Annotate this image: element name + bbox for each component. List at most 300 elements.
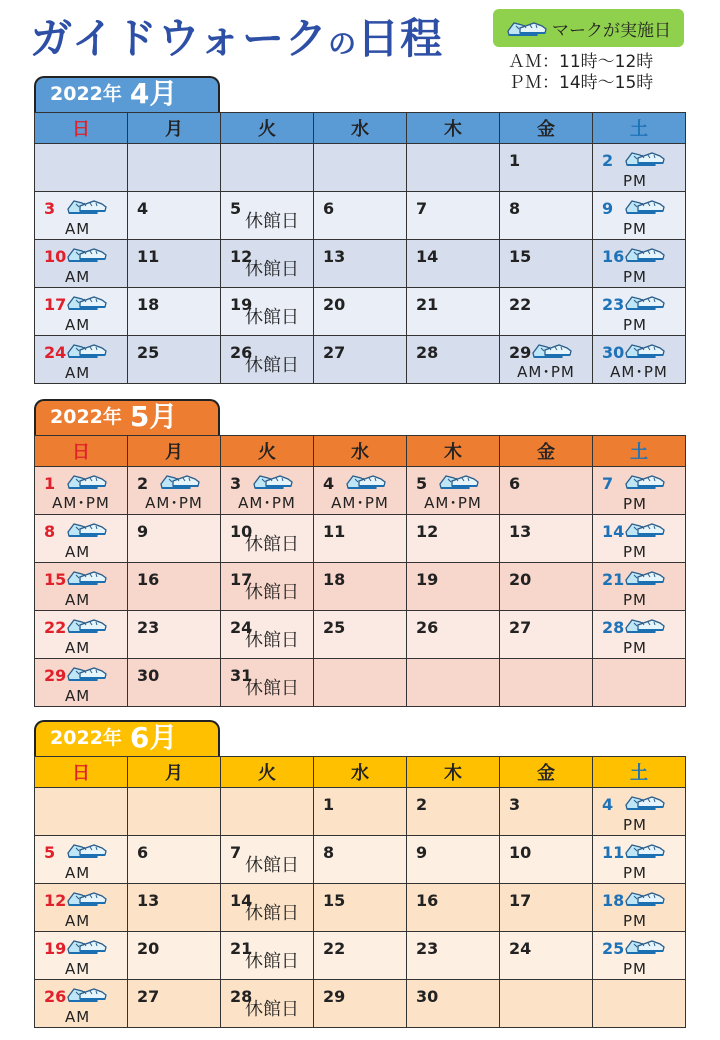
shoe-icon xyxy=(66,566,108,588)
weekday-header: 木 xyxy=(407,757,500,788)
day-number: 15 xyxy=(323,891,346,910)
month-label: 5月 xyxy=(129,400,178,433)
week-row xyxy=(35,144,686,192)
day-number: 25 xyxy=(137,343,160,362)
day-cell xyxy=(407,336,500,384)
day-number: 1 xyxy=(44,474,56,493)
walk-time: AM･PM xyxy=(610,363,668,381)
day-cell xyxy=(407,288,500,336)
week-row xyxy=(35,836,686,884)
shoe-icon xyxy=(66,339,108,361)
day-number: 27 xyxy=(509,618,532,637)
day-number: 3 xyxy=(509,795,521,814)
walk-time: PM xyxy=(623,316,647,334)
day-number: 25 xyxy=(602,939,625,958)
day-number: 19 xyxy=(230,295,253,314)
walk-time: AM xyxy=(65,687,91,705)
shoe-icon xyxy=(506,17,548,39)
day-number: 19 xyxy=(44,939,67,958)
day-cell xyxy=(221,467,314,515)
day-cell xyxy=(35,788,128,836)
week-row xyxy=(35,288,686,336)
week-row xyxy=(35,788,686,836)
day-cell xyxy=(593,932,686,980)
weekday-header: 土 xyxy=(593,757,686,788)
day-number: 25 xyxy=(323,618,346,637)
month-tab xyxy=(34,720,220,756)
day-number: 29 xyxy=(323,987,346,1006)
day-cell xyxy=(35,659,128,707)
day-cell xyxy=(407,192,500,240)
day-cell xyxy=(500,659,593,707)
day-number: 23 xyxy=(416,939,439,958)
shoe-icon xyxy=(66,983,108,1005)
day-number: 10 xyxy=(44,247,67,266)
weekday-header: 水 xyxy=(314,757,407,788)
day-number: 20 xyxy=(137,939,160,958)
calendar-grid xyxy=(34,435,686,707)
hours-info xyxy=(508,52,653,94)
month-year: 2022年 xyxy=(50,83,122,105)
day-cell xyxy=(314,144,407,192)
day-number: 3 xyxy=(44,199,56,218)
day-number: 4 xyxy=(602,795,614,814)
hours-pm: ＰＭ：14時～15時 xyxy=(508,73,654,93)
walk-time: PM xyxy=(623,912,647,930)
walk-time: AM･PM xyxy=(424,494,482,512)
walk-time: AM xyxy=(65,912,91,930)
day-number: 19 xyxy=(416,570,439,589)
day-number: 15 xyxy=(44,570,67,589)
shoe-icon xyxy=(66,470,108,492)
day-number: 11 xyxy=(602,843,625,862)
shoe-icon xyxy=(438,470,480,492)
day-number: 1 xyxy=(323,795,335,814)
legend-badge xyxy=(493,9,684,47)
day-cell xyxy=(128,836,221,884)
shoe-icon xyxy=(624,291,666,313)
day-cell xyxy=(314,932,407,980)
closed-label: 休館日 xyxy=(245,630,299,651)
shoe-icon xyxy=(531,339,573,361)
day-number: 8 xyxy=(323,843,335,862)
day-cell xyxy=(500,611,593,659)
day-number: 16 xyxy=(602,247,625,266)
day-number: 16 xyxy=(137,570,160,589)
day-number: 1 xyxy=(509,151,521,170)
walk-time: PM xyxy=(623,172,647,190)
walk-time: PM xyxy=(623,639,647,657)
day-number: 13 xyxy=(323,247,346,266)
shoe-icon xyxy=(66,243,108,265)
day-number: 10 xyxy=(509,843,532,862)
day-cell xyxy=(314,288,407,336)
walk-time: AM xyxy=(65,864,91,882)
weekday-header-row xyxy=(35,757,686,788)
day-cell xyxy=(128,144,221,192)
walk-time: PM xyxy=(623,864,647,882)
day-cell xyxy=(593,288,686,336)
weekday-header: 日 xyxy=(35,757,128,788)
day-number: 4 xyxy=(137,199,149,218)
day-cell xyxy=(35,563,128,611)
weekday-header: 月 xyxy=(128,113,221,144)
day-cell xyxy=(407,611,500,659)
day-cell xyxy=(407,515,500,563)
day-number: 7 xyxy=(602,474,614,493)
month-label: 6月 xyxy=(129,721,178,754)
day-cell xyxy=(221,611,314,659)
walk-time: AM･PM xyxy=(238,494,296,512)
day-cell xyxy=(593,515,686,563)
walk-time: AM xyxy=(65,591,91,609)
day-cell xyxy=(128,192,221,240)
day-cell xyxy=(407,980,500,1028)
shoe-icon xyxy=(66,614,108,636)
day-cell xyxy=(407,467,500,515)
day-cell xyxy=(221,884,314,932)
day-number: 27 xyxy=(137,987,160,1006)
month-tab xyxy=(34,399,220,435)
weekday-header: 火 xyxy=(221,436,314,467)
day-number: 7 xyxy=(416,199,428,218)
day-cell xyxy=(314,515,407,563)
shoe-icon xyxy=(624,566,666,588)
weekday-header-row xyxy=(35,436,686,467)
legend-label: マークが実施日 xyxy=(552,20,671,41)
day-cell xyxy=(407,144,500,192)
day-number: 30 xyxy=(137,666,160,685)
day-number: 4 xyxy=(323,474,335,493)
day-number: 11 xyxy=(137,247,160,266)
closed-label: 休館日 xyxy=(245,951,299,972)
day-number: 28 xyxy=(230,987,253,1006)
day-cell xyxy=(407,659,500,707)
day-number: 21 xyxy=(416,295,439,314)
walk-time: PM xyxy=(623,543,647,561)
day-number: 29 xyxy=(509,343,532,362)
day-cell xyxy=(35,884,128,932)
day-cell xyxy=(500,515,593,563)
day-cell xyxy=(314,788,407,836)
day-number: 12 xyxy=(416,522,439,541)
day-number: 9 xyxy=(602,199,614,218)
shoe-icon xyxy=(252,470,294,492)
day-cell xyxy=(500,884,593,932)
title-main: ガイドウォーク xyxy=(30,14,329,63)
day-number: 22 xyxy=(509,295,532,314)
day-number: 17 xyxy=(509,891,532,910)
walk-time: PM xyxy=(623,960,647,978)
day-cell xyxy=(221,932,314,980)
week-row xyxy=(35,336,686,384)
closed-label: 休館日 xyxy=(245,355,299,376)
day-number: 5 xyxy=(416,474,428,493)
day-number: 10 xyxy=(230,522,253,541)
month-year: 2022年 xyxy=(50,406,122,428)
weekday-header: 土 xyxy=(593,113,686,144)
shoe-icon xyxy=(624,839,666,861)
weekday-header: 日 xyxy=(35,113,128,144)
day-number: 11 xyxy=(323,522,346,541)
day-cell xyxy=(221,836,314,884)
day-number: 7 xyxy=(230,843,242,862)
day-cell xyxy=(221,659,314,707)
closed-label: 休館日 xyxy=(245,678,299,699)
day-cell xyxy=(35,240,128,288)
day-cell xyxy=(500,563,593,611)
day-number: 18 xyxy=(323,570,346,589)
day-cell xyxy=(128,611,221,659)
shoe-icon xyxy=(66,518,108,540)
day-cell xyxy=(500,788,593,836)
day-cell xyxy=(35,144,128,192)
day-number: 12 xyxy=(44,891,67,910)
shoe-icon xyxy=(624,518,666,540)
day-cell xyxy=(128,467,221,515)
day-cell xyxy=(500,932,593,980)
day-cell xyxy=(221,563,314,611)
day-cell xyxy=(35,836,128,884)
closed-label: 休館日 xyxy=(245,855,299,876)
day-number: 6 xyxy=(323,199,335,218)
shoe-icon xyxy=(345,470,387,492)
day-cell xyxy=(128,563,221,611)
day-cell xyxy=(500,144,593,192)
weekday-header: 火 xyxy=(221,757,314,788)
walk-time: PM xyxy=(623,816,647,834)
day-cell xyxy=(221,240,314,288)
day-number: 13 xyxy=(509,522,532,541)
day-cell xyxy=(593,836,686,884)
day-cell xyxy=(593,884,686,932)
day-cell xyxy=(593,788,686,836)
shoe-icon xyxy=(159,470,201,492)
day-number: 24 xyxy=(44,343,67,362)
day-cell xyxy=(128,884,221,932)
shoe-icon xyxy=(66,662,108,684)
month-tab xyxy=(34,76,220,112)
walk-time: AM xyxy=(65,639,91,657)
day-cell xyxy=(500,467,593,515)
weekday-header: 木 xyxy=(407,113,500,144)
day-number: 30 xyxy=(602,343,625,362)
day-cell xyxy=(128,788,221,836)
closed-label: 休館日 xyxy=(245,999,299,1020)
day-cell xyxy=(500,336,593,384)
week-row xyxy=(35,515,686,563)
day-cell xyxy=(314,240,407,288)
day-number: 20 xyxy=(509,570,532,589)
day-cell xyxy=(407,563,500,611)
closed-label: 休館日 xyxy=(245,259,299,280)
weekday-header: 金 xyxy=(500,757,593,788)
day-number: 28 xyxy=(602,618,625,637)
day-number: 26 xyxy=(416,618,439,637)
day-cell xyxy=(407,240,500,288)
weekday-header: 月 xyxy=(128,436,221,467)
day-number: 15 xyxy=(509,247,532,266)
day-number: 8 xyxy=(44,522,56,541)
day-cell xyxy=(500,288,593,336)
day-cell xyxy=(221,288,314,336)
day-number: 26 xyxy=(230,343,253,362)
day-number: 14 xyxy=(602,522,625,541)
day-number: 12 xyxy=(230,247,253,266)
title-tail: 日程 xyxy=(357,14,444,63)
day-cell xyxy=(314,611,407,659)
walk-time: AM･PM xyxy=(145,494,203,512)
day-number: 5 xyxy=(44,843,56,862)
day-number: 18 xyxy=(137,295,160,314)
day-number: 6 xyxy=(509,474,521,493)
shoe-icon xyxy=(624,339,666,361)
day-number: 3 xyxy=(230,474,242,493)
day-cell xyxy=(128,240,221,288)
day-cell xyxy=(35,288,128,336)
day-cell xyxy=(593,192,686,240)
day-number: 26 xyxy=(44,987,67,1006)
walk-time: AM xyxy=(65,960,91,978)
day-cell xyxy=(314,980,407,1028)
page-title xyxy=(30,6,443,66)
weekday-header: 木 xyxy=(407,436,500,467)
shoe-icon xyxy=(66,887,108,909)
day-cell xyxy=(35,467,128,515)
day-number: 22 xyxy=(44,618,67,637)
day-number: 17 xyxy=(44,295,67,314)
day-number: 28 xyxy=(416,343,439,362)
shoe-icon xyxy=(66,935,108,957)
walk-time: AM xyxy=(65,364,91,382)
day-cell xyxy=(593,240,686,288)
day-cell xyxy=(407,884,500,932)
day-cell xyxy=(221,788,314,836)
day-cell xyxy=(593,659,686,707)
shoe-icon xyxy=(624,195,666,217)
day-number: 22 xyxy=(323,939,346,958)
day-cell xyxy=(128,659,221,707)
day-cell xyxy=(314,836,407,884)
week-row xyxy=(35,563,686,611)
week-row xyxy=(35,192,686,240)
day-cell xyxy=(407,788,500,836)
hours-am: ＡＭ：11時～12時 xyxy=(508,52,654,72)
month-label: 4月 xyxy=(129,77,178,110)
walk-time: AM･PM xyxy=(331,494,389,512)
shoe-icon xyxy=(66,839,108,861)
day-cell xyxy=(314,336,407,384)
day-cell xyxy=(35,980,128,1028)
weekday-header: 水 xyxy=(314,436,407,467)
day-number: 8 xyxy=(509,199,521,218)
day-number: 14 xyxy=(416,247,439,266)
day-cell xyxy=(35,192,128,240)
day-cell xyxy=(35,932,128,980)
shoe-icon xyxy=(624,935,666,957)
week-row xyxy=(35,467,686,515)
day-number: 18 xyxy=(602,891,625,910)
walk-time: PM xyxy=(623,495,647,513)
weekday-header: 土 xyxy=(593,436,686,467)
shoe-icon xyxy=(624,887,666,909)
day-cell xyxy=(500,980,593,1028)
day-number: 13 xyxy=(137,891,160,910)
day-number: 17 xyxy=(230,570,253,589)
closed-label: 休館日 xyxy=(245,211,299,232)
day-cell xyxy=(128,932,221,980)
day-cell xyxy=(593,144,686,192)
weekday-header: 金 xyxy=(500,113,593,144)
walk-time: AM xyxy=(65,543,91,561)
day-number: 2 xyxy=(137,474,149,493)
closed-label: 休館日 xyxy=(245,903,299,924)
shoe-icon xyxy=(624,470,666,492)
day-number: 29 xyxy=(44,666,67,685)
shoe-icon xyxy=(624,791,666,813)
month-year: 2022年 xyxy=(50,727,122,749)
weekday-header-row xyxy=(35,113,686,144)
day-cell xyxy=(314,467,407,515)
day-number: 16 xyxy=(416,891,439,910)
day-cell xyxy=(221,336,314,384)
day-cell xyxy=(128,288,221,336)
day-cell xyxy=(500,240,593,288)
day-number: 24 xyxy=(230,618,253,637)
week-row xyxy=(35,980,686,1028)
shoe-icon xyxy=(624,243,666,265)
closed-label: 休館日 xyxy=(245,307,299,328)
day-cell xyxy=(35,611,128,659)
day-number: 23 xyxy=(137,618,160,637)
shoe-icon xyxy=(624,614,666,636)
day-number: 9 xyxy=(137,522,149,541)
walk-time: PM xyxy=(623,591,647,609)
shoe-icon xyxy=(624,147,666,169)
shoe-icon xyxy=(66,195,108,217)
weekday-header: 日 xyxy=(35,436,128,467)
day-number: 5 xyxy=(230,199,242,218)
day-cell xyxy=(128,515,221,563)
day-number: 31 xyxy=(230,666,253,685)
day-cell xyxy=(593,467,686,515)
day-cell xyxy=(221,192,314,240)
day-cell xyxy=(128,336,221,384)
day-number: 21 xyxy=(230,939,253,958)
calendar-grid xyxy=(34,112,686,384)
week-row xyxy=(35,659,686,707)
day-cell xyxy=(500,836,593,884)
day-cell xyxy=(128,980,221,1028)
walk-time: PM xyxy=(623,220,647,238)
week-row xyxy=(35,884,686,932)
day-cell xyxy=(500,192,593,240)
walk-time: PM xyxy=(623,268,647,286)
day-number: 14 xyxy=(230,891,253,910)
week-row xyxy=(35,240,686,288)
day-cell xyxy=(314,192,407,240)
walk-time: AM xyxy=(65,268,91,286)
walk-time: AM xyxy=(65,1008,91,1026)
day-number: 30 xyxy=(416,987,439,1006)
day-number: 2 xyxy=(416,795,428,814)
day-cell xyxy=(35,515,128,563)
day-cell xyxy=(314,563,407,611)
day-number: 23 xyxy=(602,295,625,314)
walk-time: AM･PM xyxy=(52,494,110,512)
day-number: 6 xyxy=(137,843,149,862)
day-cell xyxy=(221,515,314,563)
